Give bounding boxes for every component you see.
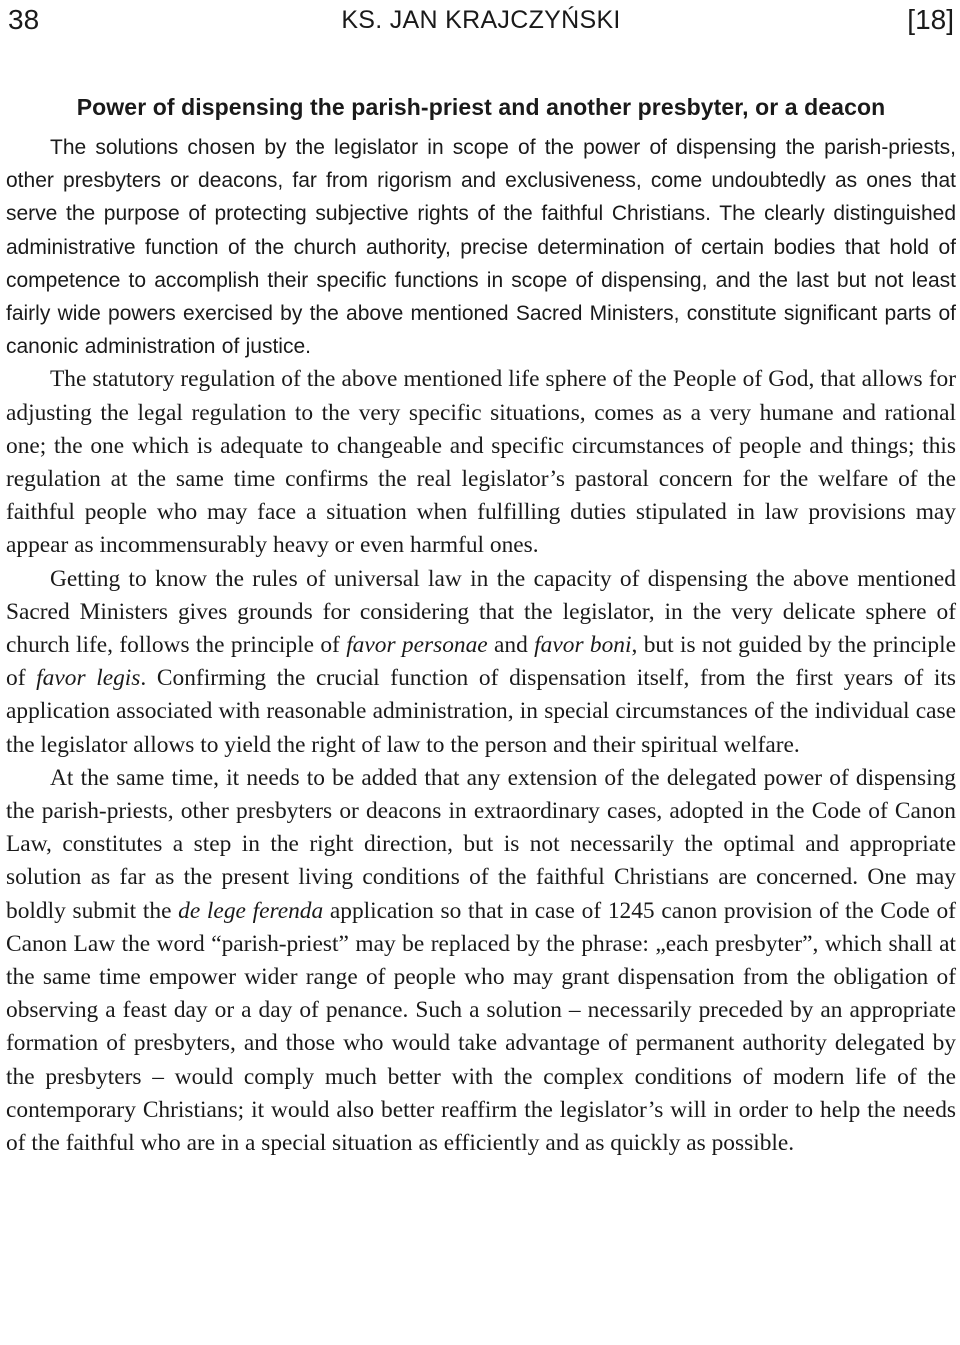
paragraph-3-text-d: . Confirming the crucial function of dispensation itself, from the first years of its application associated with reasonable administration, in special circumstances of the individual case the legislator allows to yield the right of law to the person and their spiritual welfare. <box>6 665 957 758</box>
paragraph-3-latin-favor-boni: favor boni <box>534 632 632 659</box>
paragraph-4-text-b: application so that in case of 1245 canon provision of the Code of Canon Law the word “parish-priest” may be replaced by the phrase: „each presbyter”, which shall at the same time empower wider range of people who may grant dispensation from the obligation of observing a feast day or a day of penance. Such a solution – necessarily preceded by an appropriate formation of presbyters, and those who would take advantage of permanent authority delegated by the presbyters – would comply much better with the complex conditions of modern life of the contemporary Christians; it would also better reaffirm the legislator’s will in order to help the needs of the faithful who are in a special situation as efficiently and as quickly as possible. <box>6 897 956 1157</box>
paragraph-4-latin-de-lege-ferenda: de lege ferenda <box>178 897 324 924</box>
paragraph-4 <box>6 762 956 1160</box>
paragraph-3-text-b: and <box>487 632 535 659</box>
running-header <box>6 0 956 44</box>
paragraph-3-text-a: Getting to know the rules of universal law in the capacity of dispensing the above mentioned Sacred Ministers gives grounds for considering that the legislator, in the very delicate sphere of church life, follows the principle of <box>6 565 956 659</box>
paragraph-3-latin-favor-personae: favor personae <box>346 632 488 659</box>
page-number: 38 <box>8 4 40 35</box>
running-head-author: KS. JAN KRAJCZYŃSKI <box>341 6 621 34</box>
page-reference: [18] <box>907 4 954 35</box>
paragraph-4-text-a: At the same time, it needs to be added that any extension of the delegated power of dispensing the parish-priests, other presbyters or deacons in extraordinary cases, adopted in the Code of Canon Law, constitutes a step in the right direction, but is not necessarily the optimal and appropriate solution as far as the present living conditions of the faithful Christians are concerned. One may boldly submit the <box>6 764 956 924</box>
section-title: Power of dispensing the parish-priest and another presbyter, or a deacon <box>76 94 886 120</box>
paragraph-2: The statutory regulation of the above mentioned life sphere of the People of God, that allows for adjusting the legal regulation to the very specific situations, comes as a very humane and rational one; the one which is adequate to changeable and specific circumstances of people and things; this regulation at the same time confirms the real legislator’s pastoral concern for the welfare of the faithful people who may face a situation when fulfilling duties stipulated in law provisions may appear as incommensurably heavy or even harmful ones. <box>6 366 956 559</box>
paragraph-3 <box>6 563 956 762</box>
paragraph-3-latin-favor-legis: favor legis <box>36 665 141 692</box>
paragraph-1: The solutions chosen by the legislator in scope of the power of dispensing the parish-priests, other presbyters or deacons, far from rigorism and exclusiveness, come undoubtedly as ones that serve the purpose of protecting subjective rights of the faithful Christians. The clearly distinguished administrative function of the church authority, precise determination of certain bodies that hold of competence to accomplish their specific functions in scope of dispensing, and the last but not least fairly wide powers exercised by the above mentioned Sacred Ministers, constitute significant parts of canonic administration of justice. <box>6 136 956 359</box>
paragraph-3-text-c: , but is not guided by the principle of <box>6 632 957 692</box>
